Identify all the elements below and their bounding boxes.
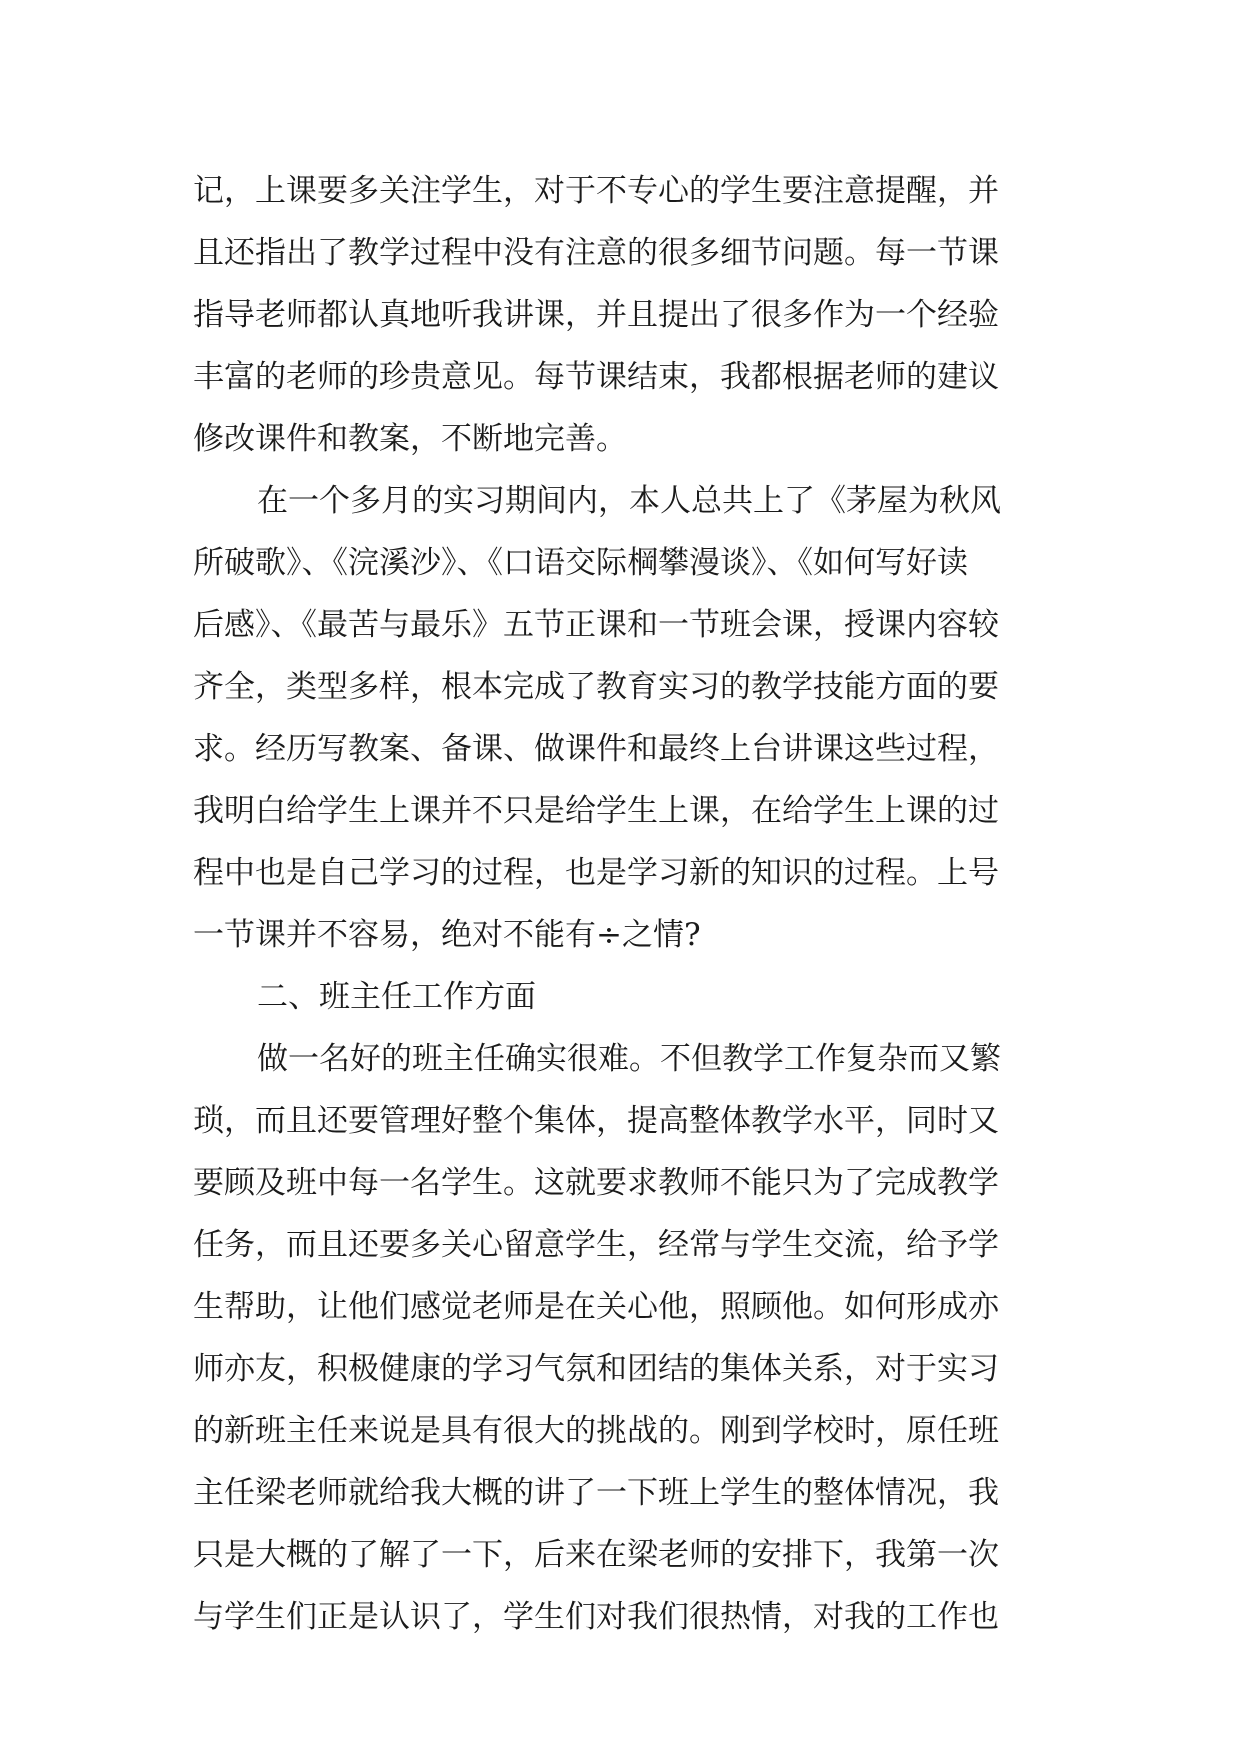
text-line: 只是大概的了解了一下，后来在梁老师的安排下，我第一次: [193, 1537, 999, 1573]
text-line: 记，上课要多关注学生，对于不专心的学生要注意提醒，并: [193, 173, 999, 209]
text-line: 生帮助，让他们感觉老师是在关心他，照顾他。如何形成亦: [193, 1289, 999, 1325]
text-line: 丰富的老师的珍贵意见。每节课结束，我都根据老师的建议: [193, 359, 999, 395]
text-line: 所破歌》、《浣溪沙》、《口语交际棡攀漫谈》、《如何写好读: [193, 545, 968, 581]
text-line: 要顾及班中每一名学生。这就要求教师不能只为了完成教学: [193, 1165, 999, 1201]
text-line: 做一名好的班主任确实很难。不但教学工作复杂而又繁: [257, 1041, 1001, 1077]
text-line: 琐，而且还要管理好整个集体，提高整体教学水平，同时又: [193, 1103, 999, 1139]
text-line: 与学生们正是认识了，学生们对我们很热情，对我的工作也: [193, 1599, 999, 1635]
text-line: 后感》、《最苦与最乐》五节正课和一节班会课，授课内容较: [193, 607, 999, 643]
text-line: 二、班主任工作方面: [257, 979, 536, 1015]
text-line: 师亦友，积极健康的学习气氛和团结的集体关系，对于实习: [193, 1351, 999, 1387]
text-line: 且还指出了教学过程中没有注意的很多细节问题。每一节课: [193, 235, 999, 271]
text-line: 求。经历写教案、备课、做课件和最终上台讲课这些过程，: [193, 731, 999, 767]
text-line: 在一个多月的实习期间内，本人总共上了《茅屋为秋风: [257, 483, 1001, 519]
text-line: 的新班主任来说是具有很大的挑战的。刚到学校时，原任班: [193, 1413, 999, 1449]
document-body: [193, 160, 1063, 1648]
text-line: 主任梁老师就给我大概的讲了一下班上学生的整体情况，我: [193, 1475, 999, 1511]
text-line: 齐全，类型多样，根本完成了教育实习的教学技能方面的要: [193, 669, 999, 705]
text-line: 任务，而且还要多关心留意学生，经常与学生交流，给予学: [193, 1227, 999, 1263]
text-line: 程中也是自己学习的过程，也是学习新的知识的过程。上号: [193, 855, 999, 891]
text-line: 一节课并不容易，绝对不能有÷之情?: [193, 917, 701, 953]
text-line: 我明白给学生上课并不只是给学生上课，在给学生上课的过: [193, 793, 999, 829]
text-line: 指导老师都认真地听我讲课，并且提出了很多作为一个经验: [193, 297, 999, 333]
text-line: 修改课件和教案，不断地完善。: [193, 421, 627, 457]
